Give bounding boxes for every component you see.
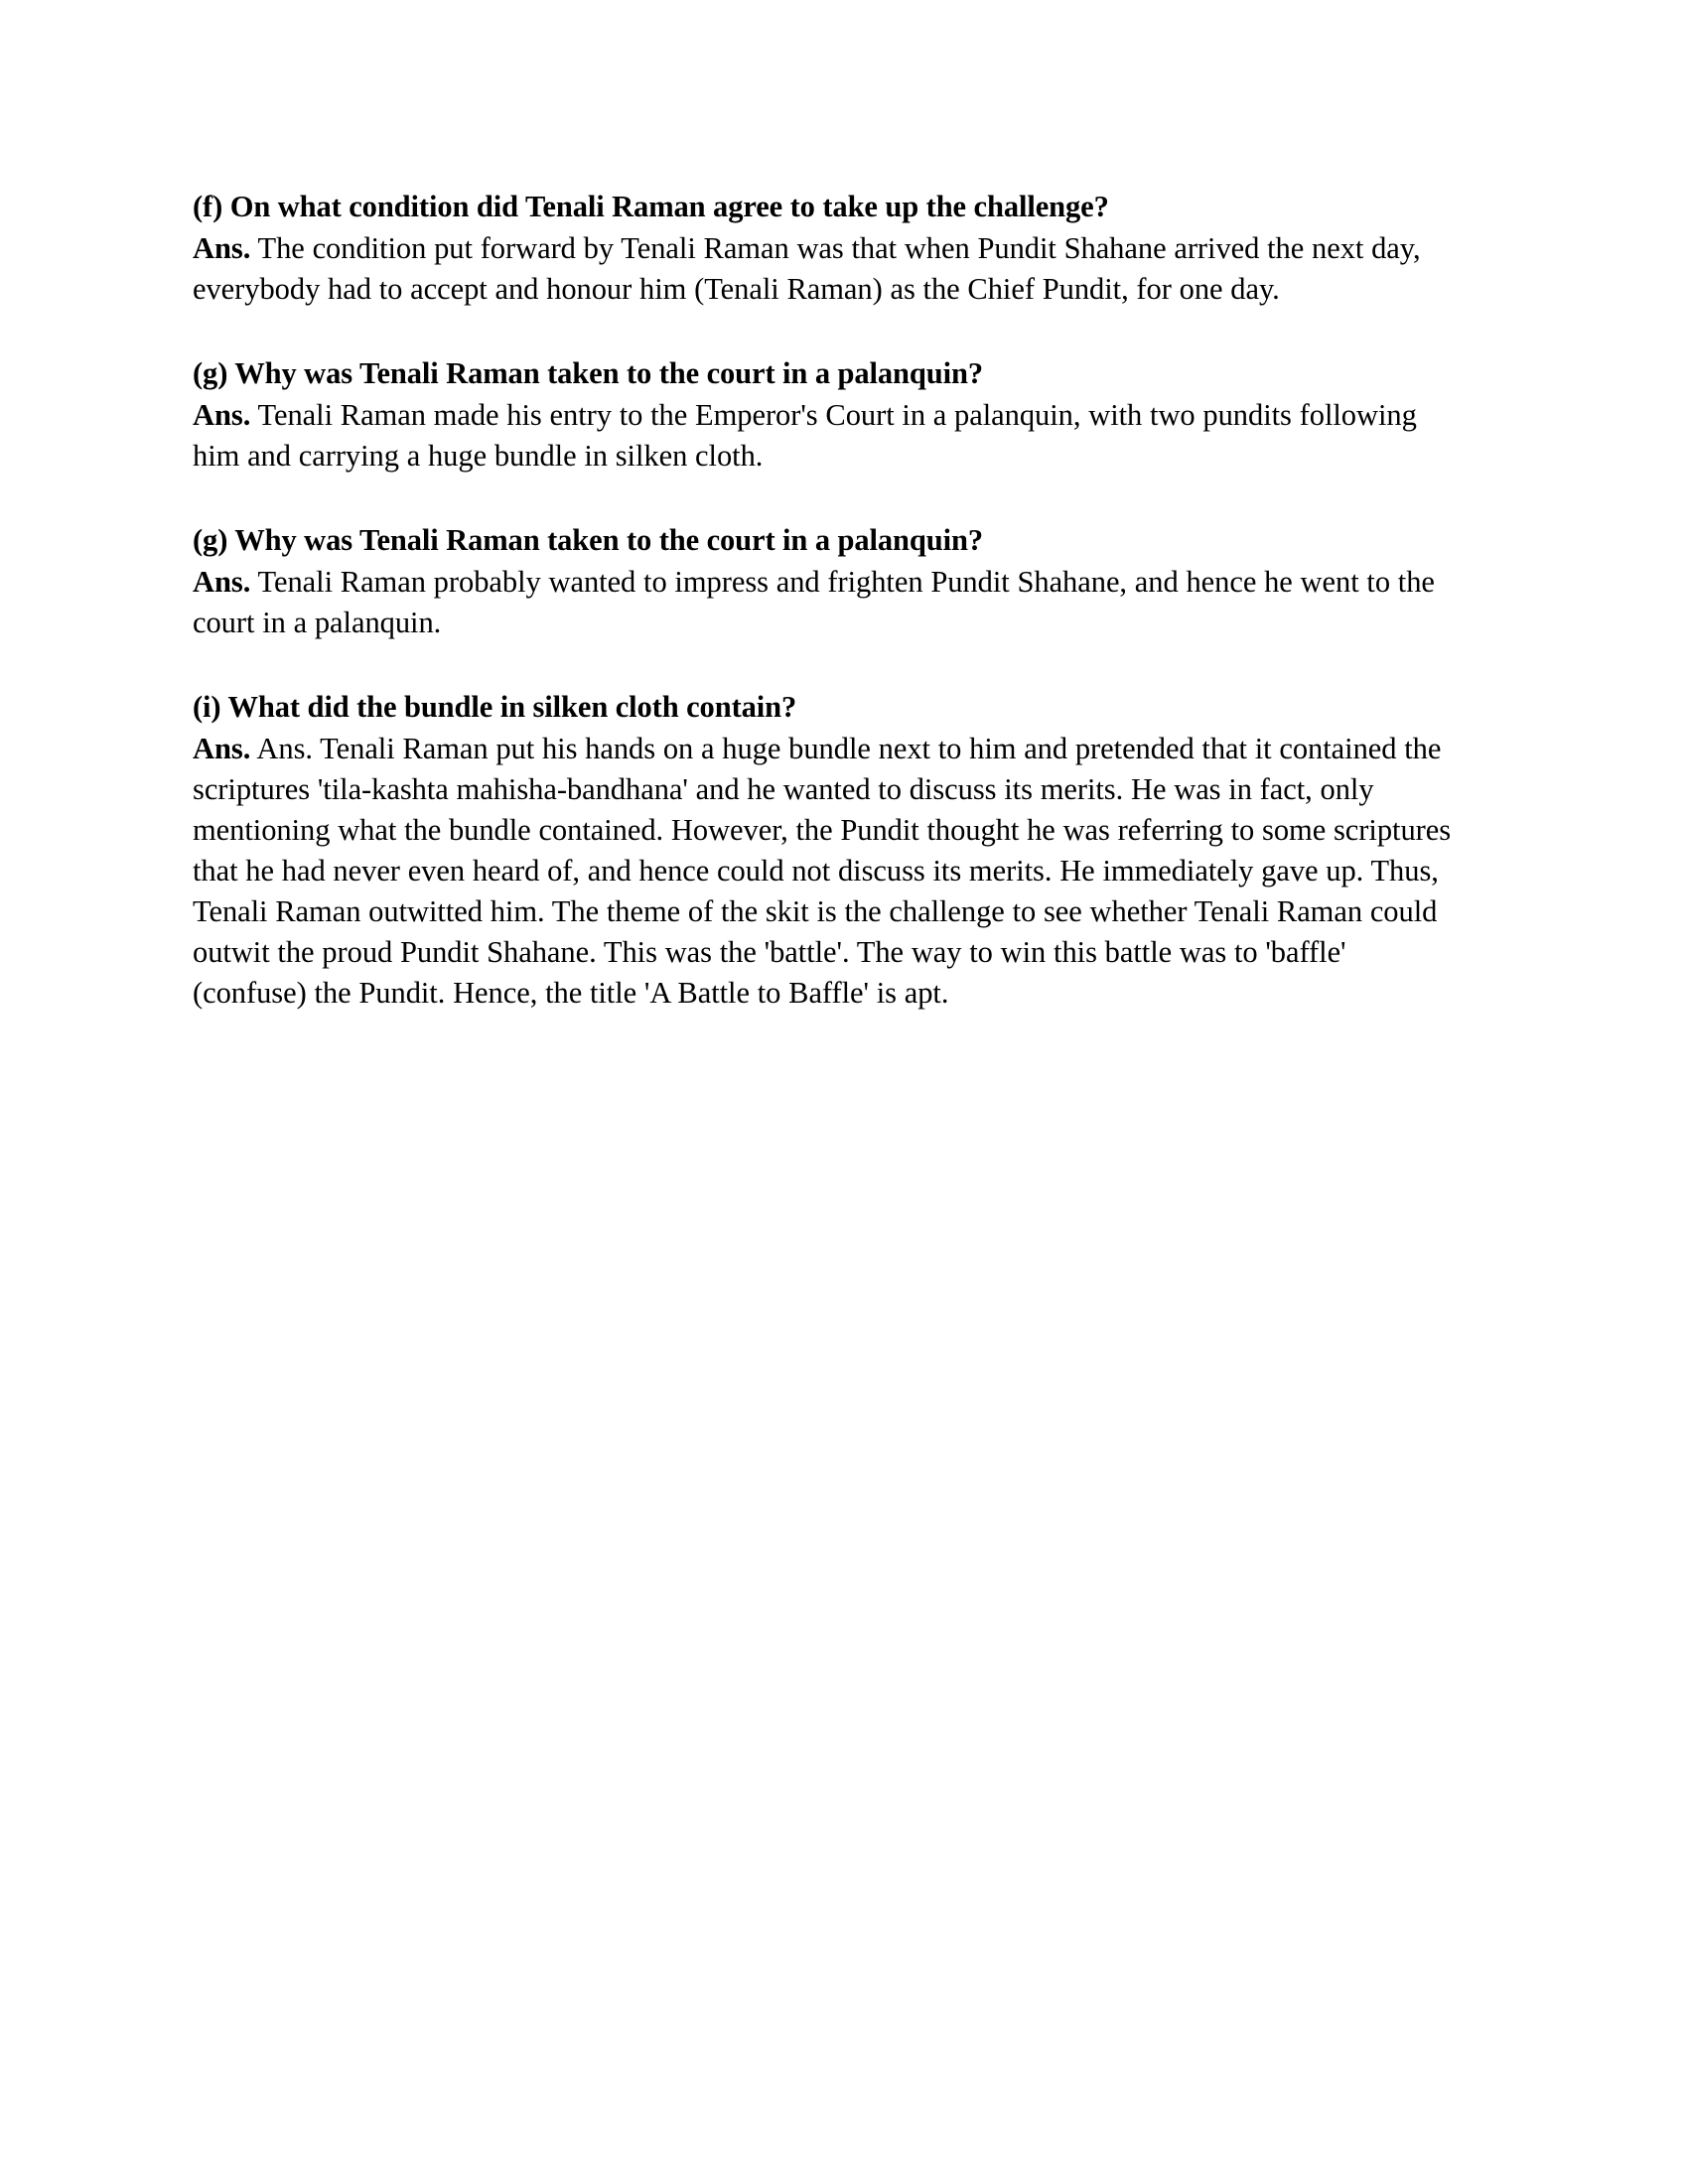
question-heading-g1: (g) Why was Tenali Raman taken to the court in a palanquin? [193, 356, 984, 390]
answer-label-g1: Ans. [193, 398, 251, 432]
question-heading-i: (i) What did the bundle in silken cloth contain? [193, 690, 797, 724]
answer-paragraph-f [193, 228, 1464, 310]
question-heading-g2: (g) Why was Tenali Raman taken to the court in a palanquin? [193, 523, 984, 557]
qa-block-f [193, 187, 1464, 310]
answer-label-f: Ans. [193, 231, 251, 265]
answer-text-f: The condition put forward by Tenali Raman was that when Pundit Shahane arrived the next day, everybody had to accept and honour him (Tenali Raman) as the Chief Pundit, for one day. [193, 231, 1421, 306]
answer-paragraph-g2 [193, 562, 1464, 643]
answer-paragraph-g1 [193, 395, 1464, 477]
answer-text-g1: Tenali Raman made his entry to the Emperor's Court in a palanquin, with two pundits following him and carrying a huge bundle in silken cloth. [193, 398, 1417, 473]
qa-block-g1 [193, 353, 1464, 477]
answer-text-g2: Tenali Raman probably wanted to impress and frighten Pundit Shahane, and hence he went to the court in a palanquin. [193, 565, 1435, 639]
document-body [193, 187, 1464, 1014]
answer-label-i: Ans. [193, 732, 251, 765]
question-heading-f: (f) On what condition did Tenali Raman agree to take up the challenge? [193, 190, 1109, 223]
answer-label-g2: Ans. [193, 565, 251, 599]
answer-text-i: Ans. Tenali Raman put his hands on a huge bundle next to him and pretended that it contained the scriptures 'tila-kashta mahisha-bandhana' and he wanted to discuss its merits. He was in fact, only mentioning what the bundle contained. However, the Pundit thought he was referring to some scriptures that he had never even heard of, and hence could not discuss its merits. He immediately gave up. Thus, Tenali Raman outwitted him. The theme of the skit is the challenge to see whether Tenali Raman could outwit the proud Pundit Shahane. This was the 'battle'. The way to win this battle was to 'baffle' (confuse) the Pundit. Hence, the title 'A Battle to Baffle' is apt. [193, 732, 1452, 1010]
answer-paragraph-i [193, 729, 1464, 1014]
qa-block-i [193, 687, 1464, 1014]
qa-block-g2 [193, 520, 1464, 643]
